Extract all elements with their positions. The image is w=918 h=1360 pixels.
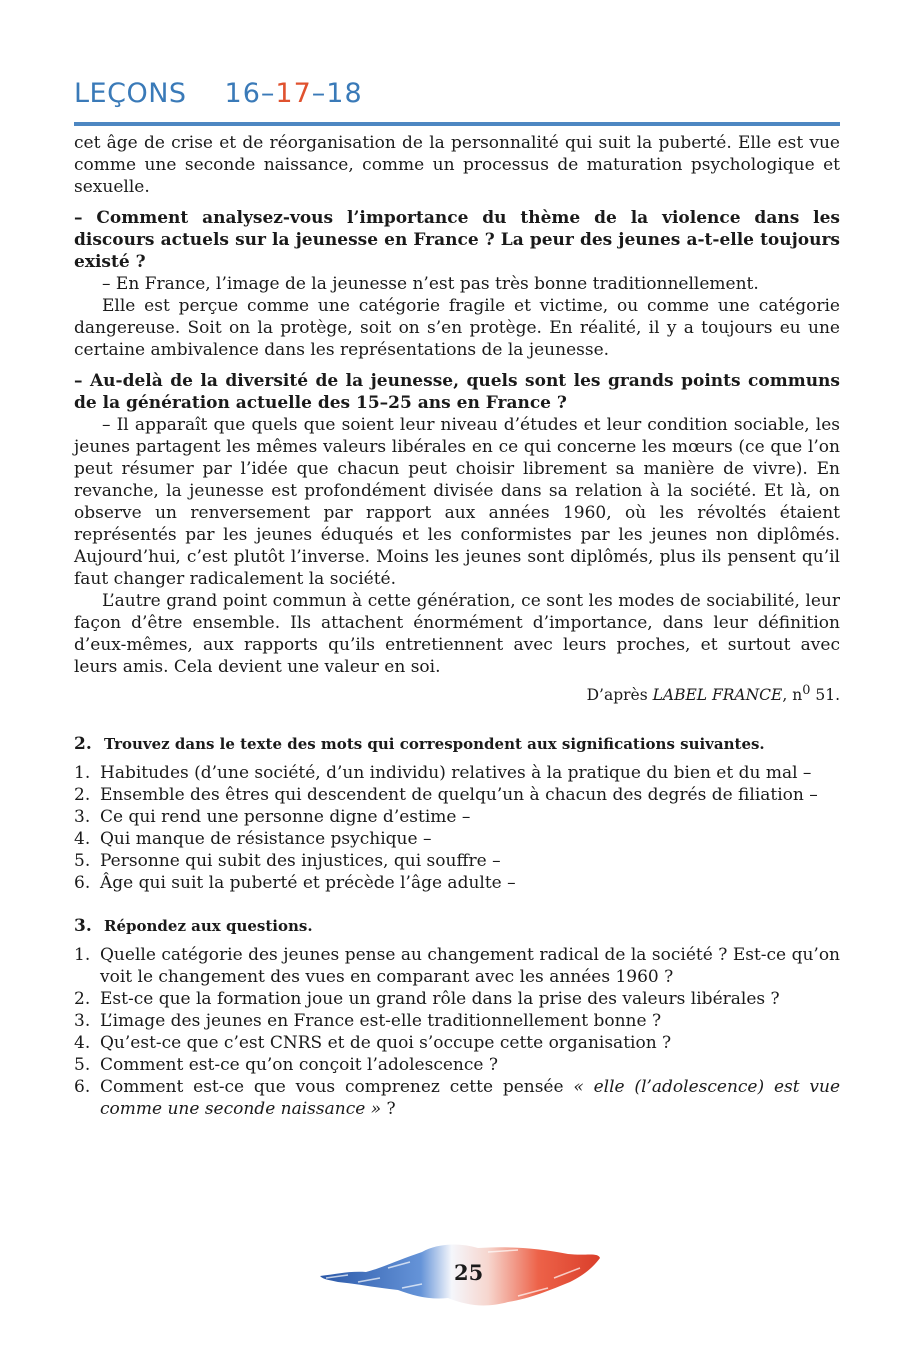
- exercise-3-title: 3. Répondez aux questions.: [74, 916, 313, 937]
- interview-text: [74, 132, 840, 706]
- list-item: 2. Est-ce que la formation joue un grand rôle dans la prise des valeurs libérales ?: [74, 989, 780, 1010]
- paragraph: cet âge de crise et de réorganisation de la personnalité qui suit la puberté. Elle est vue comme une seconde naissance, comme un processus de maturation psychologique et sexuelle.: [74, 133, 840, 197]
- paragraph: – Il apparaît que quels que soient leur niveau d’études et leur condition sociable, les jeunes partagent les mêmes valeurs libérales en ce qui concerne les mœurs (ce que l’on peut résumer par l’idée que chacun peut choisir librement sa manière de vivre). En revanche, la jeunesse est profondément divisée dans sa relation à la société. Et là, on observe un renversement par rapport aux années 1960, où les révoltés étaient représentés par les jeunes éduqués et les conformistes par les jeunes non diplômés. Aujourd’hui, c’est plutôt l’inverse. Moins les jeunes sont diplômés, plus ils pensent qu’il faut changer radicalement la société.: [74, 415, 840, 589]
- source-citation: D’après LABEL FRANCE, $n^0$ 51.: [586, 683, 840, 705]
- lesson-number-17-current: 17: [275, 78, 312, 109]
- interview-question: – Au-delà de la diversité de la jeunesse, quels sont les grands points communs de la génération actuelle des 15–25 ans en France ?: [74, 371, 840, 413]
- interview-question: – Comment analysez-vous l’importance du thème de la violence dans les discours actuels sur la jeunesse en France ? La peur des jeunes a-t-elle toujours existé ?: [74, 208, 840, 272]
- lesson-number-16: 16: [224, 78, 261, 109]
- lesson-numbers: [225, 78, 363, 109]
- page: [74, 78, 840, 1120]
- lesson-title: LEÇONS: [74, 78, 187, 109]
- paragraph: Elle est perçue comme une catégorie fragile et victime, ou comme une catégorie dangereuse. Soit on la protège, soit on s’en protège. En réalité, il y a toujours eu une certaine ambivalence dans les représentations de la jeunesse.: [74, 296, 840, 360]
- exercise-number: 3.: [74, 916, 92, 937]
- lesson-separator: –: [311, 78, 327, 109]
- paragraph: – En France, l’image de la jeunesse n’est pas très bonne traditionnellement.: [102, 274, 759, 294]
- exercise-3-list: [74, 944, 840, 1120]
- list-item: 1. Habitudes (d’une société, d’un individu) relatives à la pratique du bien et du mal –: [74, 763, 812, 784]
- source-title: LABEL FRANCE: [652, 686, 783, 705]
- list-item: 4. Qui manque de résistance psychique –: [74, 829, 432, 850]
- list-item: 6. Comment est-ce que vous comprenez cette pensée « elle (l’adolescence) est vue comme une seconde naissance » ?: [74, 1077, 840, 1120]
- exercise-2-list: [74, 762, 840, 894]
- list-item: 2. Ensemble des êtres qui descendent de quelqu’un à chacun des degrés de filiation –: [74, 785, 818, 806]
- list-item: 5. Comment est-ce qu’on conçoit l’adolescence ?: [74, 1055, 498, 1076]
- lesson-header: [74, 78, 840, 122]
- list-item: 5. Personne qui subit des injustices, qui souffre –: [74, 851, 501, 872]
- quoted-thought: « elle (l’adolescence) est vue comme une seconde naissance »: [100, 1077, 840, 1120]
- list-item: 3. Ce qui rend une personne digne d’estime –: [74, 807, 471, 828]
- page-footer: [318, 1238, 602, 1310]
- list-item: 4. Qu’est-ce que c’est CNRS et de quoi s’occupe cette organisation ?: [74, 1033, 672, 1054]
- list-item: 3. L’image des jeunes en France est-elle traditionnellement bonne ?: [74, 1011, 662, 1032]
- list-item: 6. Âge qui suit la puberté et précède l’âge adulte –: [74, 873, 516, 894]
- list-item: 1. Quelle catégorie des jeunes pense au changement radical de la société ? Est-ce qu’on voit le changement des vues en comparant avec les années 1960 ?: [74, 945, 840, 988]
- header-rule: [74, 122, 840, 126]
- exercise-number: 2.: [74, 734, 92, 755]
- page-number: 25: [454, 1260, 484, 1285]
- lesson-separator: –: [260, 78, 276, 109]
- lesson-number-18: 18: [326, 78, 363, 109]
- exercise-2-title: 2. Trouvez dans le texte des mots qui correspondent aux significations suivantes.: [74, 734, 765, 755]
- paragraph: L’autre grand point commun à cette génération, ce sont les modes de sociabilité, leur façon d’être ensemble. Ils attachent énormément d’importance, dans leur définition d’eux-mêmes, aux rapports qu’ils entretiennent avec leurs proches, et surtout avec leurs amis. Cela devient une valeur en soi.: [74, 591, 840, 677]
